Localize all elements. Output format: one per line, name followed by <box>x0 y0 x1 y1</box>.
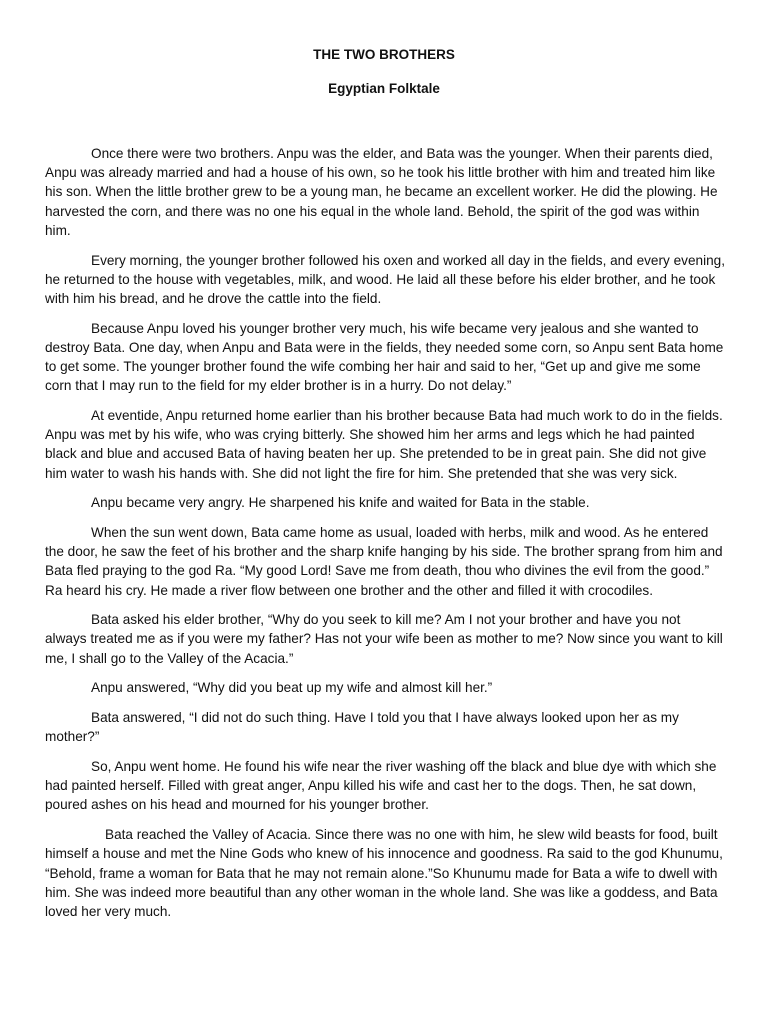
paragraph-3: Because Anpu loved his younger brother very much, his wife became very jealous and she wanted to destroy Bata. One day, when Anpu and Bata were in the fields, they needed some corn, so Anpu sent Bata home to get some. The younger brother found the wife combing her hair and said to her, “Get up and give me some corn that I may run to the field for my elder brother is in a hurry. Do not delay.” <box>45 320 724 394</box>
paragraph-8: Anpu answered, “Why did you beat up my wife and almost kill her.” <box>91 680 493 696</box>
document-body <box>45 144 725 932</box>
paragraph-10: So, Anpu went home. He found his wife near the river washing off the black and blue dye with which she had painted herself. Filled with great anger, Anpu killed his wife and cast her to the dogs. Then, he sat down, poured ashes on his head and mourned for his younger brother. <box>45 758 717 813</box>
paragraph-2: Every morning, the younger brother followed his oxen and worked all day in the fields, and every evening, he returned to the house with vegetables, milk, and wood. He laid all these before his elder brother, and he took with him his bread, and he drove the cattle into the field. <box>45 252 725 306</box>
paragraph-4: At eventide, Anpu returned home earlier than his brother because Bata had much work to do in the fields. Anpu was met by his wife, who was crying bitterly. She showed him her arms and legs which he had painted black and blue and accused Bata of having beaten her up. She pretended to be in great pain. She did not give him water to wash his hands with. She did not light the fire for him. She pretended that she was very sick. <box>45 407 723 481</box>
paragraph-5: Anpu became very angry. He sharpened his knife and waited for Bata in the stable. <box>91 495 590 511</box>
paragraph-11: Bata reached the Valley of Acacia. Since there was no one with him, he slew wild beasts for food, built himself a house and met the Nine Gods who knew of his innocence and goodness. Ra said to the god Khunumu, “Behold, frame a woman for Bata that he may not remain alone.”So Khunumu made for Bata a wife to dwell with him. She was indeed more beautiful than any other woman in the whole land. She was like a goddess, and Bata loved her very much. <box>45 827 723 919</box>
document-subtitle: Egyptian Folktale <box>328 81 440 96</box>
paragraph-1: Once there were two brothers. Anpu was the elder, and Bata was the younger. When their parents died, Anpu was already married and had a house of his own, so he took his little brother with him and treated him like his son. When the little brother grew to be a young man, he became an excellent worker. He did the plowing. He harvested the corn, and there was no one his equal in the whole land. Behold, the spirit of the god was within him. <box>45 146 718 238</box>
paragraph-6: When the sun went down, Bata came home as usual, loaded with herbs, milk and wood. As he entered the door, he saw the feet of his brother and the sharp knife hanging by his side. The brother sprang from him and Bata fled praying to the god Ra. “My good Lord! Save me from death, thou who divines the evil from the good.” Ra heard his cry. He made a river flow between one brother and the other and filled it with crocodiles. <box>45 524 723 598</box>
document-title: THE TWO BROTHERS <box>313 47 455 62</box>
paragraph-9: Bata answered, “I did not do such thing. Have I told you that I have always looked upon her as my mother?” <box>45 710 679 745</box>
paragraph-7: Bata asked his elder brother, “Why do you seek to kill me? Am I not your brother and have you not always treated me as if you were my father? Has not your wife been as mother to me? Now since you want to kill me, I shall go to the Valley of the Acacia.” <box>45 612 723 666</box>
